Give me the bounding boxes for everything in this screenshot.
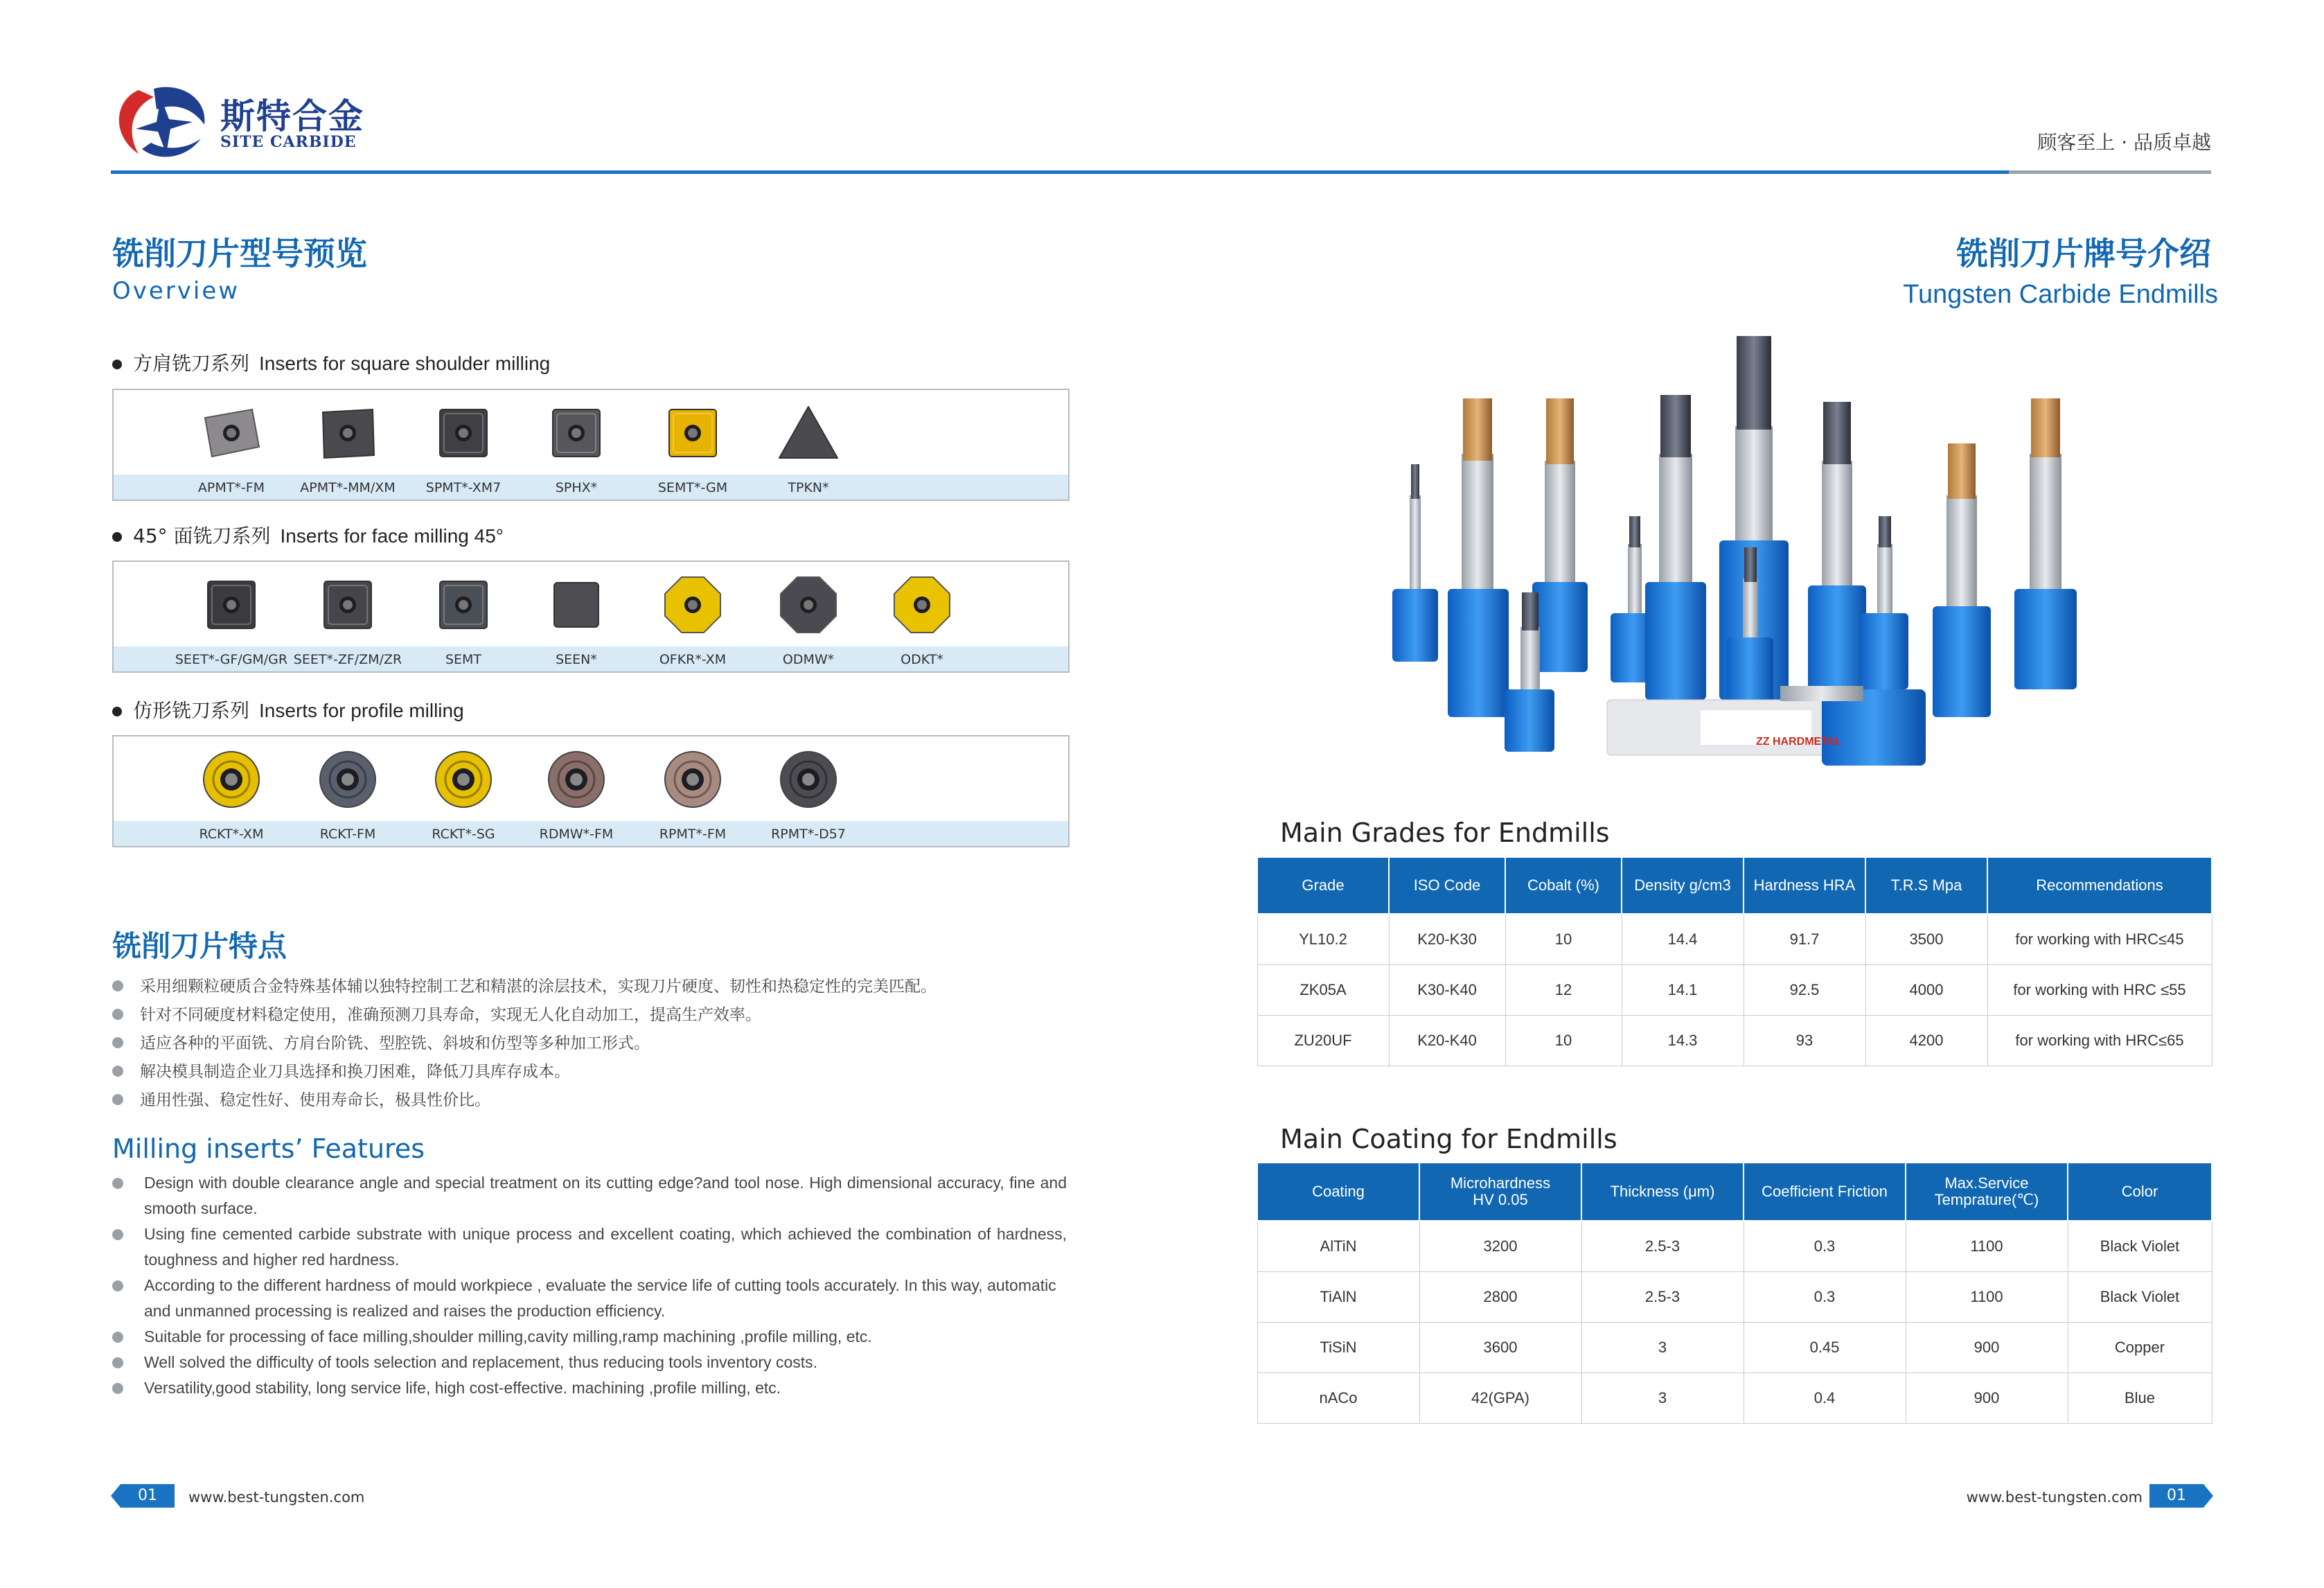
overview-title-en: Overview — [112, 277, 240, 305]
table-cell: 3600 — [1419, 1322, 1581, 1373]
insert-item — [411, 746, 515, 842]
logo-text-en: SITE CARBIDE — [220, 133, 357, 151]
insert-item — [179, 746, 283, 842]
table-cell: K20-K40 — [1389, 1015, 1505, 1066]
insert-item — [756, 572, 860, 667]
bullet-icon — [112, 1037, 123, 1048]
table-row — [1257, 1322, 2212, 1373]
table-cell: Blue — [2068, 1373, 2212, 1423]
bullet-icon — [112, 1383, 123, 1394]
bullet-icon — [112, 1357, 123, 1368]
bullet-icon — [112, 1009, 123, 1020]
insert-item — [870, 572, 974, 667]
insert-item — [524, 746, 628, 842]
list-item: 采用细颗粒硬质合金特殊基体辅以独特控制工艺和精湛的涂层技术，实现刀片硬度、韧性和热稳定性的完美匹配。 — [112, 973, 937, 1001]
insert-label: RPMT*-D57 — [771, 827, 846, 842]
insert-label: RPMT*-FM — [659, 827, 727, 842]
logo-text-cn: 斯特合金 — [220, 96, 364, 136]
insert-item — [524, 572, 628, 667]
insert-item — [641, 572, 745, 667]
table-cell: 10 — [1505, 914, 1622, 964]
table-cell: 14.1 — [1622, 964, 1744, 1015]
list-item: 适应各种的平面铣、方肩台阶铣、型腔铣、斜坡和仿型等多种加工形式。 — [112, 1030, 937, 1058]
table-cell: 14.3 — [1622, 1015, 1744, 1066]
table-row — [1257, 1271, 2212, 1322]
list-item: Using fine cemented carbide substrate with unique process and excellent coating, which achieved the combination of hardness, toughness and higher red hardness. — [112, 1221, 1067, 1273]
insert-label: APMT*-FM — [197, 480, 265, 495]
table-cell: 3 — [1581, 1373, 1744, 1423]
insert-icon — [889, 572, 955, 638]
endmills-photo — [1337, 315, 2127, 807]
bullet-icon — [112, 1280, 123, 1291]
column-header: Recommendations — [1987, 857, 2212, 914]
page-number-right: 01 — [2149, 1484, 2213, 1508]
column-header: Max.Service Temprature(℃) — [1906, 1163, 2068, 1221]
coating-table-title: Main Coating for Endmills — [1280, 1124, 1617, 1154]
table-cell: 1100 — [1906, 1271, 2068, 1322]
bullet-icon — [112, 1332, 123, 1343]
insert-icon — [198, 400, 265, 466]
table-cell: 93 — [1744, 1015, 1865, 1066]
bullet-icon — [112, 1066, 123, 1077]
insert-item — [641, 746, 745, 842]
table-cell: Black Violet — [2068, 1221, 2212, 1271]
footer-url-left[interactable]: www.best-tungsten.com — [188, 1489, 365, 1506]
table-row — [1257, 1015, 2212, 1066]
insert-icon — [775, 746, 842, 813]
table-cell: 4200 — [1865, 1015, 1987, 1066]
table-cell: for working with HRC≤45 — [1987, 914, 2212, 964]
bullet-icon — [112, 532, 122, 542]
insert-label: RDMW*-FM — [539, 827, 614, 842]
column-header: Cobalt (%) — [1505, 857, 1622, 914]
slogan: 顾客至上 · 品质卓越 — [2037, 131, 2211, 154]
endmills-title-en: Tungsten Carbide Endmills — [1903, 280, 2218, 309]
table-cell: for working with HRC≤65 — [1987, 1015, 2212, 1066]
table-cell: 12 — [1505, 964, 1622, 1015]
bullet-icon — [112, 1094, 123, 1105]
table-cell: 0.3 — [1744, 1221, 1906, 1271]
column-header: Coefficient Friction — [1744, 1163, 1906, 1221]
table-cell: 91.7 — [1744, 914, 1865, 964]
table-cell: 0.3 — [1744, 1271, 1906, 1322]
insert-label: SEET*-ZF/ZM/ZR — [293, 652, 402, 667]
table-cell: YL10.2 — [1257, 914, 1389, 964]
table-cell: AlTiN — [1257, 1221, 1419, 1271]
endmills-title-cn: 铣削刀片牌号介绍 — [1956, 235, 2211, 272]
insert-label: SEMT — [445, 652, 482, 667]
insert-icon — [659, 572, 726, 638]
bullet-icon — [112, 360, 122, 369]
table-header-row — [1257, 1163, 2212, 1221]
insert-label: ODMW* — [782, 652, 835, 667]
table-row — [1257, 964, 2212, 1015]
insert-item — [524, 400, 628, 495]
table-cell: 0.45 — [1744, 1322, 1906, 1373]
list-item: Suitable for processing of face milling,shoulder milling,cavity milling,ramp machining ,profile milling, etc. — [112, 1324, 1067, 1350]
list-item: Design with double clearance angle and special treatment on its cutting edge?and tool nose. High dimensional accuracy, fine and smooth surface. — [112, 1170, 1067, 1221]
insert-item — [179, 400, 283, 495]
table-cell: 10 — [1505, 1015, 1622, 1066]
table-cell: 3 — [1581, 1322, 1744, 1373]
insert-item — [411, 400, 515, 495]
insert-label: SEMT*-GM — [657, 480, 728, 495]
list-item: Versatility,good stability, long service life, high cost-effective. machining ,profile milling, etc. — [112, 1375, 1067, 1401]
overview-title-cn: 铣削刀片型号预览 — [112, 235, 367, 272]
insert-label: RCKT-FM — [319, 827, 376, 842]
table-cell: 3200 — [1419, 1221, 1581, 1271]
table-cell: nACo — [1257, 1373, 1419, 1423]
table-row — [1257, 1221, 2212, 1271]
list-item: According to the different hardness of mould workpiece , evaluate the service life of cutting tools accurately. In this way, automatic and unmanned processing is realized and raises the production efficiency. — [112, 1273, 1067, 1324]
features-list-en — [112, 1170, 1067, 1401]
bullet-icon — [112, 707, 122, 716]
endmills-illustration — [1337, 315, 2127, 807]
photo-label: ZZ HARDMETAL — [1756, 736, 1843, 748]
insert-label: RCKT*-XM — [199, 827, 264, 842]
insert-item — [641, 400, 745, 495]
insert-icon — [198, 572, 265, 638]
table-cell: K20-K30 — [1389, 914, 1505, 964]
bullet-icon — [112, 1229, 123, 1240]
table-cell: TiAlN — [1257, 1271, 1419, 1322]
insert-item — [756, 400, 860, 495]
features-title-cn: 铣削刀片特点 — [112, 929, 287, 963]
table-cell: 1100 — [1906, 1221, 2068, 1271]
header-divider — [111, 170, 2211, 174]
insert-item — [296, 400, 400, 495]
table-row — [1257, 1373, 2212, 1423]
insert-label: APMT*-MM/XM — [300, 480, 396, 495]
table-cell: 900 — [1906, 1373, 2068, 1423]
column-header: Hardness HRA — [1744, 857, 1865, 914]
table-cell: Copper — [2068, 1322, 2212, 1373]
insert-panel-face-milling — [112, 561, 1070, 673]
insert-panel-profile-milling — [112, 735, 1070, 847]
table-cell: 3500 — [1865, 914, 1987, 964]
insert-label: SPMT*-XM7 — [425, 480, 502, 495]
table-cell: 2.5-3 — [1581, 1271, 1744, 1322]
insert-icon — [543, 400, 610, 466]
insert-icon — [314, 400, 381, 466]
table-cell: TiSiN — [1257, 1322, 1419, 1373]
table-cell: K30-K40 — [1389, 964, 1505, 1015]
insert-icon — [659, 400, 726, 466]
insert-icon — [314, 746, 381, 813]
features-list-cn — [112, 973, 937, 1115]
insert-label: OFKR*-XM — [659, 652, 727, 667]
list-item: 通用性强、稳定性好、使用寿命长，极具性价比。 — [112, 1086, 937, 1115]
insert-item — [411, 572, 515, 667]
insert-label: SEEN* — [556, 652, 597, 667]
bullet-icon — [112, 980, 123, 991]
list-item: Well solved the difficulty of tools selection and replacement, thus reducing tools inventory costs. — [112, 1350, 1067, 1375]
series-heading: 方肩铣刀系列 Inserts for square shoulder milling — [112, 349, 550, 376]
column-header: Grade — [1257, 857, 1389, 914]
insert-item — [175, 572, 288, 667]
list-item: 针对不同硬度材料稳定使用，准确预测刀具寿命，实现无人化自动加工，提高生产效率。 — [112, 1001, 937, 1030]
table-cell: 14.4 — [1622, 914, 1744, 964]
insert-icon — [775, 400, 842, 466]
insert-icon — [543, 572, 610, 638]
table-cell: 42(GPA) — [1419, 1373, 1581, 1423]
logo-star-icon — [111, 76, 215, 166]
insert-icon — [430, 400, 497, 466]
insert-panel-square-shoulder — [112, 389, 1070, 501]
series-heading: 45° 面铣刀系列 Inserts for face milling 45° — [112, 521, 504, 549]
column-header: Color — [2068, 1163, 2212, 1221]
insert-label: SPHX* — [555, 480, 598, 495]
grades-table — [1257, 856, 2212, 1066]
table-row — [1257, 914, 2212, 964]
insert-icon — [314, 572, 381, 638]
table-cell: 2.5-3 — [1581, 1221, 1744, 1271]
insert-icon — [543, 746, 610, 813]
column-header: T.R.S Mpa — [1865, 857, 1987, 914]
table-cell: ZU20UF — [1257, 1015, 1389, 1066]
insert-label: SEET*-GF/GM/GR — [175, 652, 288, 667]
page-number-left: 01 — [111, 1484, 175, 1508]
header-divider-accent — [2009, 170, 2211, 174]
column-header: Density g/cm3 — [1622, 857, 1744, 914]
column-header: Thickness (μm) — [1581, 1163, 1744, 1221]
coating-table — [1257, 1162, 2212, 1424]
insert-label: RCKT*-SG — [432, 827, 495, 842]
insert-label: TPKN* — [788, 480, 829, 495]
column-header: Coating — [1257, 1163, 1419, 1221]
footer-url-right[interactable]: www.best-tungsten.com — [1966, 1489, 2143, 1506]
table-cell: 92.5 — [1744, 964, 1865, 1015]
insert-icon — [659, 746, 726, 813]
table-cell: 4000 — [1865, 964, 1987, 1015]
table-cell: 0.4 — [1744, 1373, 1906, 1423]
table-cell: for working with HRC ≤55 — [1987, 964, 2212, 1015]
table-cell: 2800 — [1419, 1271, 1581, 1322]
list-item: 解决模具制造企业刀具选择和换刀困难，降低刀具库存成本。 — [112, 1058, 937, 1086]
table-cell: ZK05A — [1257, 964, 1389, 1015]
insert-item — [293, 572, 402, 667]
series-heading: 仿形铣刀系列 Inserts for profile milling — [112, 696, 464, 723]
insert-icon — [430, 572, 497, 638]
insert-item — [296, 746, 400, 842]
insert-icon — [775, 572, 842, 638]
table-cell: 900 — [1906, 1322, 2068, 1373]
table-header-row — [1257, 857, 2212, 914]
insert-icon — [198, 746, 265, 813]
insert-item — [756, 746, 860, 842]
column-header: ISO Code — [1389, 857, 1505, 914]
column-header: Microhardness HV 0.05 — [1419, 1163, 1581, 1221]
grades-table-title: Main Grades for Endmills — [1280, 818, 1610, 848]
bullet-icon — [112, 1178, 123, 1189]
insert-label: ODKT* — [901, 652, 943, 667]
insert-icon — [430, 746, 497, 813]
features-title-en: Milling inserts’ Features — [112, 1133, 425, 1164]
table-cell: Black Violet — [2068, 1271, 2212, 1322]
